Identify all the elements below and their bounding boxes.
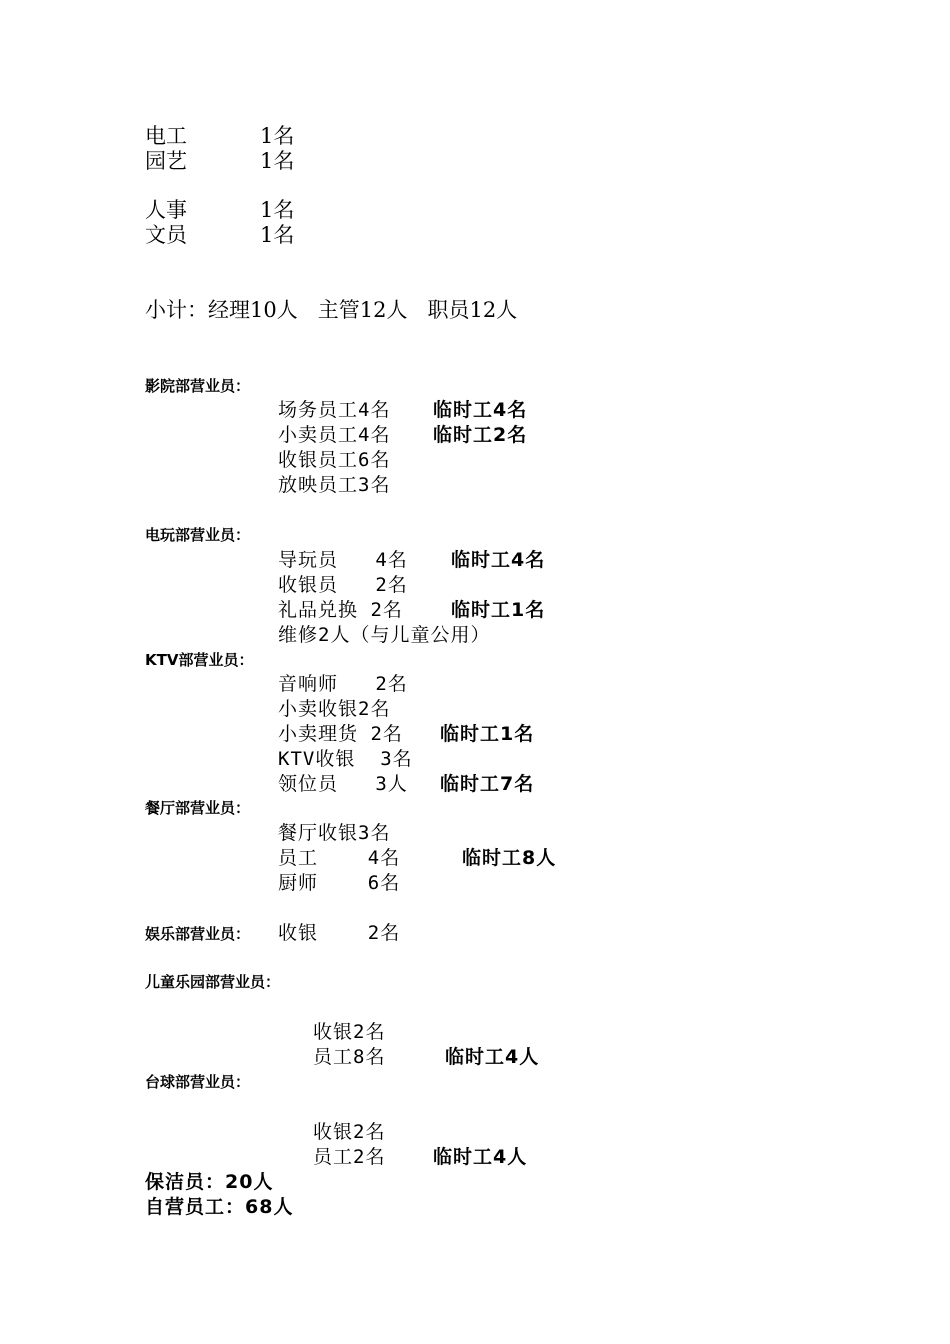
kids-header: 儿童乐园部营业员： [145, 973, 281, 991]
cinema-row-4: 放映员工3名 [278, 474, 391, 496]
subtotal: 小计：经理10人 主管12人 职员12人 [145, 298, 518, 322]
count-clerk: 1名 [260, 223, 295, 247]
cleaners-total: 保洁员：20人 [145, 1171, 274, 1193]
cinema-row-1: 场务员工4名 [278, 399, 391, 421]
arcade-row-4: 维修2人（与儿童公用） [278, 624, 491, 646]
entertainment-row: 收银 2名 [278, 922, 401, 944]
cinema-header: 影院部营业员： [145, 377, 251, 395]
arcade-header: 电玩部营业员： [145, 526, 251, 544]
billiards-temp-2: 临时工4人 [433, 1146, 528, 1168]
kids-row-2: 员工8名 [313, 1046, 386, 1068]
ktv-temp-5: 临时工7名 [440, 773, 535, 795]
arcade-temp-3: 临时工1名 [451, 599, 546, 621]
ktv-row-3: 小卖理货 2名 [278, 723, 403, 745]
role-clerk: 文员 [145, 223, 187, 247]
arcade-row-1: 导玩员 4名 [278, 549, 408, 571]
self-employed-total: 自营员工：68人 [145, 1196, 294, 1218]
billiards-header: 台球部营业员： [145, 1073, 251, 1091]
kids-temp-2: 临时工4人 [445, 1046, 540, 1068]
arcade-row-2: 收银员 2名 [278, 574, 408, 596]
count-gardening: 1名 [260, 149, 295, 173]
restaurant-header: 餐厅部营业员： [145, 799, 251, 817]
restaurant-row-2: 员工 4名 [278, 847, 401, 869]
cinema-row-2: 小卖员工4名 [278, 424, 391, 446]
role-hr: 人事 [145, 198, 187, 222]
arcade-row-3: 礼品兑换 2名 [278, 599, 403, 621]
entertainment-header: 娱乐部营业员： [145, 925, 251, 943]
role-electrician: 电工 [145, 124, 187, 148]
cinema-temp-2: 临时工2名 [433, 424, 528, 446]
role-gardening: 园艺 [145, 149, 187, 173]
ktv-row-1: 音响师 2名 [278, 673, 408, 695]
cinema-row-3: 收银员工6名 [278, 449, 391, 471]
ktv-header: KTV部营业员： [145, 651, 254, 669]
cinema-temp-1: 临时工4名 [433, 399, 528, 421]
billiards-row-1: 收银2名 [313, 1121, 386, 1143]
ktv-row-2: 小卖收银2名 [278, 698, 391, 720]
count-electrician: 1名 [260, 124, 295, 148]
restaurant-row-3: 厨师 6名 [278, 872, 401, 894]
count-hr: 1名 [260, 198, 295, 222]
restaurant-temp-2: 临时工8人 [462, 847, 557, 869]
billiards-row-2: 员工2名 [313, 1146, 386, 1168]
arcade-temp-1: 临时工4名 [451, 549, 546, 571]
ktv-temp-3: 临时工1名 [440, 723, 535, 745]
ktv-row-5: 领位员 3人 [278, 773, 408, 795]
ktv-row-4: KTV收银 3名 [278, 748, 413, 770]
kids-row-1: 收银2名 [313, 1021, 386, 1043]
restaurant-row-1: 餐厅收银3名 [278, 822, 391, 844]
